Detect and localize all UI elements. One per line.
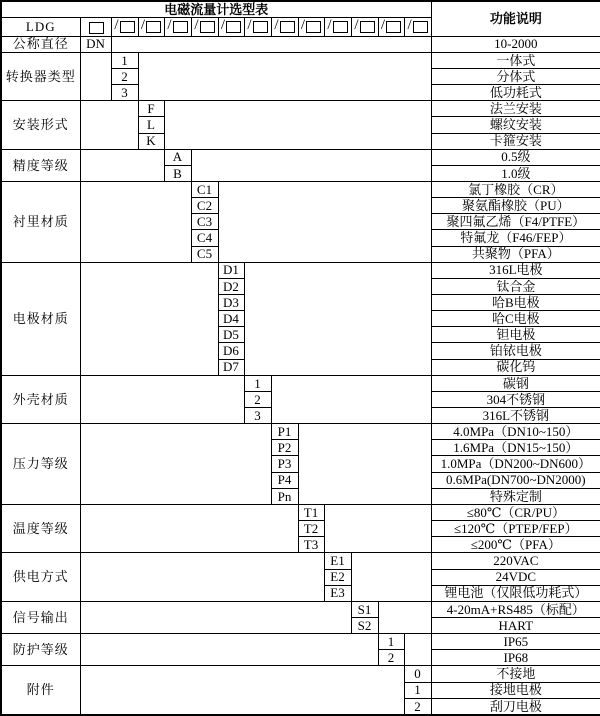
option-code: D6	[218, 343, 244, 359]
function-description: 哈B电极	[431, 295, 600, 311]
function-description: 0.5级	[431, 149, 600, 165]
model-prefix-label: LDG	[1, 18, 80, 36]
function-description: 聚四氟乙烯（F4/PTFE）	[431, 214, 600, 230]
function-description: 氯丁橡胶（CR）	[431, 181, 600, 197]
function-description: 共聚物（PFA）	[431, 246, 600, 262]
function-description: 24VDC	[431, 569, 600, 585]
function-description: 220VAC	[431, 553, 600, 569]
checkbox-square-icon	[200, 21, 215, 33]
function-description: 1.0MPa（DN200~DN600）	[431, 456, 600, 472]
category-label: 供电方式	[1, 553, 80, 601]
option-code: C1	[191, 181, 218, 197]
right-gap-cell	[191, 149, 431, 181]
function-description: HART	[431, 617, 600, 633]
function-description: 316L电极	[431, 262, 600, 278]
category-label: 转换器类型	[1, 52, 80, 100]
function-description: 哈C电极	[431, 311, 600, 327]
option-code: 2	[404, 698, 431, 715]
option-code: 1	[244, 375, 271, 391]
left-gap-cell	[80, 101, 138, 149]
option-code: 1	[378, 634, 404, 650]
option-code: P4	[271, 472, 298, 488]
option-code: A	[164, 149, 191, 165]
checkbox-square-icon	[226, 21, 241, 33]
option-code: C3	[191, 214, 218, 230]
option-code: S1	[351, 601, 378, 617]
function-description: 316L不锈钢	[431, 408, 600, 424]
function-description: 304不锈钢	[431, 391, 600, 407]
option-code: F	[138, 101, 164, 117]
checkbox-square-icon	[253, 21, 268, 33]
category-label: 公称直径	[1, 36, 80, 52]
right-gap-cell	[271, 375, 431, 423]
option-code: E1	[324, 553, 351, 569]
checkbox-square-icon	[280, 21, 295, 33]
function-description: 法兰安装	[431, 101, 600, 117]
checkbox-square-icon	[120, 21, 135, 33]
option-code: DN	[80, 36, 111, 52]
table-title: 电磁流量计选型表	[1, 1, 431, 18]
option-code: P1	[271, 424, 298, 440]
option-code: E3	[324, 585, 351, 601]
option-code: C5	[191, 246, 218, 262]
left-gap-cell	[80, 149, 164, 181]
left-gap-cell	[80, 262, 218, 375]
model-code-box	[191, 18, 218, 36]
function-description: 4.0MPa（DN10~150）	[431, 424, 600, 440]
right-gap-cell	[138, 52, 431, 100]
function-description: 0.6MPa(DN700~DN2000)	[431, 472, 600, 488]
function-description: 卡箍安装	[431, 133, 600, 149]
code-separator-slash: /	[407, 17, 412, 34]
function-description: 不接地	[431, 666, 600, 682]
function-description: 特氟龙（F46/FEP）	[431, 230, 600, 246]
checkbox-square-icon	[173, 21, 188, 33]
function-description: ≤80℃（CR/PU）	[431, 504, 600, 520]
option-code: T1	[298, 504, 324, 520]
function-description: 锂电池（仅限低功耗式）	[431, 585, 600, 601]
left-gap-cell	[80, 375, 244, 423]
right-gap-cell	[244, 262, 431, 375]
model-code-box	[164, 18, 191, 36]
option-code: 3	[111, 85, 138, 101]
code-separator-slash: /	[247, 17, 252, 34]
option-code: D7	[218, 359, 244, 375]
option-code: D1	[218, 262, 244, 278]
option-code: T3	[298, 537, 324, 553]
code-separator-slash: /	[220, 17, 226, 34]
function-description: 特殊定制	[431, 488, 600, 504]
category-label: 衬里材质	[1, 181, 80, 262]
model-code-box	[324, 18, 351, 36]
right-gap-cell	[404, 634, 431, 666]
function-description: IP65	[431, 634, 600, 650]
function-description: 钛合金	[431, 278, 600, 294]
code-separator-slash: /	[194, 17, 199, 34]
model-code-box	[111, 18, 138, 36]
function-description: IP68	[431, 650, 600, 666]
option-code: L	[138, 117, 164, 133]
code-separator-slash: /	[167, 17, 172, 34]
function-description: ≤200℃（PFA）	[431, 537, 600, 553]
model-code-box	[244, 18, 271, 36]
option-code: D5	[218, 327, 244, 343]
option-code: P2	[271, 440, 298, 456]
function-description: 碳化钨	[431, 359, 600, 375]
option-code: 1	[111, 52, 138, 68]
option-code: S2	[351, 617, 378, 633]
checkbox-square-icon	[360, 21, 375, 33]
function-description-header: 功能说明	[431, 1, 600, 36]
category-label: 安装形式	[1, 101, 80, 149]
right-gap-cell	[378, 601, 431, 633]
checkbox-square-icon	[89, 22, 104, 34]
option-code: T2	[298, 521, 324, 537]
code-separator-slash: /	[114, 17, 119, 34]
model-code-box	[351, 18, 378, 36]
category-label: 附件	[1, 666, 80, 715]
option-code: Pn	[271, 488, 298, 504]
function-description: 10-2000	[431, 36, 600, 52]
option-code: D2	[218, 278, 244, 294]
function-description: 铂铱电极	[431, 343, 600, 359]
right-gap-cell	[298, 424, 431, 505]
left-gap-cell	[80, 634, 378, 666]
model-code-box	[80, 18, 111, 36]
checkbox-square-icon	[146, 21, 161, 33]
right-gap-cell	[111, 36, 431, 52]
checkbox-square-icon	[413, 21, 428, 33]
option-code: 2	[244, 391, 271, 407]
model-code-box	[138, 18, 164, 36]
function-description: 刮刀电极	[431, 698, 600, 715]
code-separator-slash: /	[354, 17, 359, 34]
left-gap-cell	[80, 666, 404, 715]
category-label: 信号输出	[1, 601, 80, 633]
function-description: 碳钢	[431, 375, 600, 391]
left-gap-cell	[80, 504, 298, 552]
option-code: C2	[191, 198, 218, 214]
option-code: 0	[404, 666, 431, 682]
option-code: D4	[218, 311, 244, 327]
left-gap-cell	[80, 181, 191, 262]
function-description: ≤120℃（PTEP/FEP）	[431, 521, 600, 537]
model-code-box	[218, 18, 244, 36]
model-code-box	[404, 18, 431, 36]
code-separator-slash: /	[140, 17, 146, 34]
checkbox-square-icon	[333, 21, 348, 33]
left-gap-cell	[80, 553, 324, 601]
code-separator-slash: /	[327, 17, 332, 34]
option-code: 3	[244, 408, 271, 424]
function-description: 低功耗式	[431, 85, 600, 101]
option-code: 1	[404, 682, 431, 698]
right-gap-cell	[218, 181, 431, 262]
code-separator-slash: /	[380, 17, 386, 34]
category-label: 防护等级	[1, 634, 80, 666]
function-description: 分体式	[431, 68, 600, 84]
function-description: 一体式	[431, 52, 600, 68]
right-gap-cell	[351, 553, 431, 601]
category-label: 电极材质	[1, 262, 80, 375]
code-separator-slash: /	[274, 17, 279, 34]
function-description: 1.0级	[431, 165, 600, 181]
model-code-box	[298, 18, 324, 36]
right-gap-cell	[324, 504, 431, 552]
category-label: 压力等级	[1, 424, 80, 505]
right-gap-cell	[164, 101, 431, 149]
model-code-box	[378, 18, 404, 36]
option-code: B	[164, 165, 191, 181]
option-code: 2	[378, 650, 404, 666]
function-description: 钽电极	[431, 327, 600, 343]
category-label: 精度等级	[1, 149, 80, 181]
function-description: 1.6MPa（DN15~150）	[431, 440, 600, 456]
function-description: 螺纹安装	[431, 117, 600, 133]
category-label: 外壳材质	[1, 375, 80, 423]
option-code: E2	[324, 569, 351, 585]
option-code: 2	[111, 68, 138, 84]
left-gap-cell	[80, 424, 271, 505]
code-separator-slash: /	[300, 17, 306, 34]
left-gap-cell	[80, 52, 111, 100]
option-code: C4	[191, 230, 218, 246]
function-description: 聚氨酯橡胶（PU）	[431, 198, 600, 214]
option-code: P3	[271, 456, 298, 472]
left-gap-cell	[80, 601, 351, 633]
checkbox-square-icon	[386, 21, 401, 33]
function-description: 4-20mA+RS485（标配）	[431, 601, 600, 617]
function-description: 接地电极	[431, 682, 600, 698]
option-code: K	[138, 133, 164, 149]
model-code-box	[271, 18, 298, 36]
category-label: 温度等级	[1, 504, 80, 552]
checkbox-square-icon	[306, 21, 321, 33]
option-code: D3	[218, 295, 244, 311]
